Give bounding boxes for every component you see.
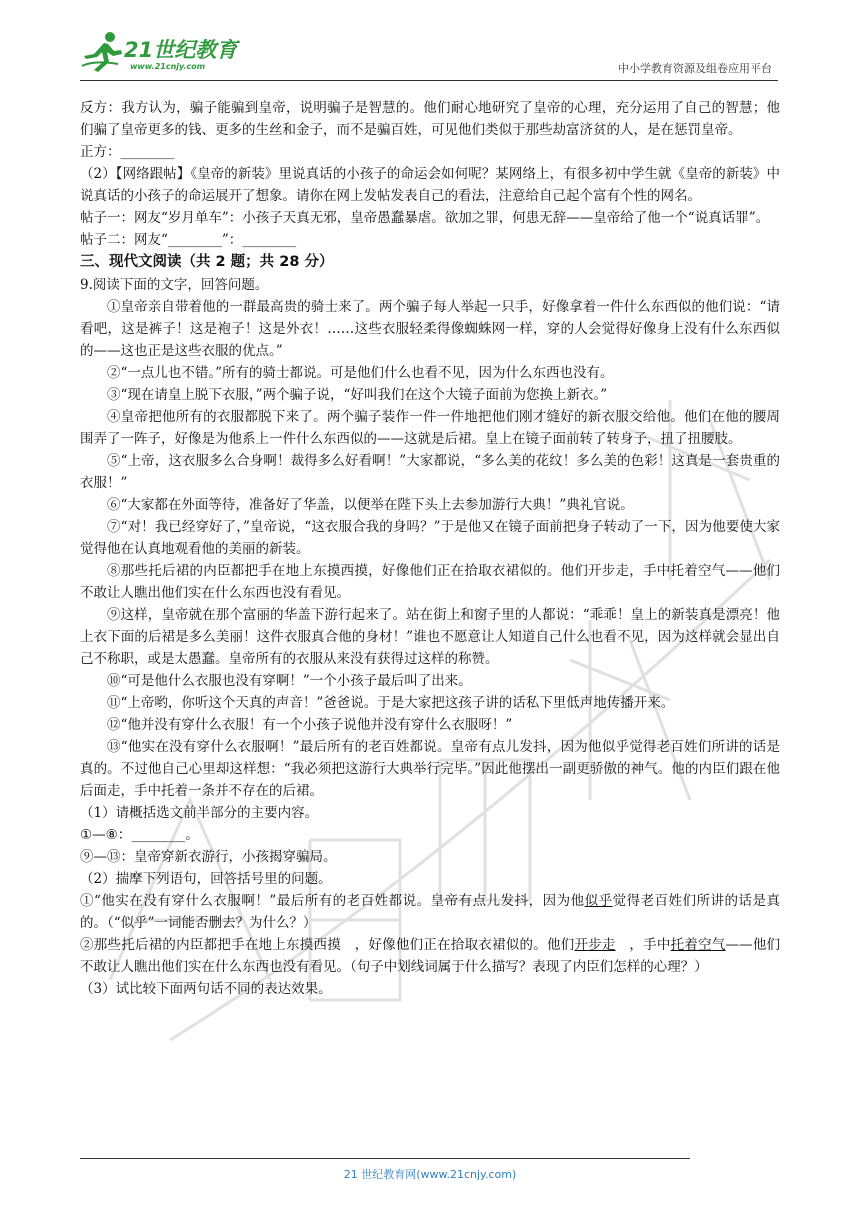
passage-paragraph: ⑪“上帝哟，你听这个天真的声音！”爸爸说。于是大家把这孩子讲的话私下里低声地传播开来。 — [107, 695, 675, 711]
footer-divider — [80, 1158, 690, 1159]
passage-paragraph: ②“一点儿也不错。”所有的骑士都说。可是他们什么也看不见，因为什么东西也没有。 — [107, 365, 614, 381]
page-header — [80, 30, 780, 80]
sub-question-1-part-b: ⑨—⑬：皇帝穿新衣游行，小孩揭穿骗局。 — [80, 849, 337, 865]
passage-paragraph: ①皇帝亲自带着他的一群最高贵的骑士来了。两个骗子每人举起一只手，好像拿着一件什么东西似的他们说：“请看吧，这是裤子！这是袍子！这是外衣！……这些衣服轻柔得像蜘蛛网一样，穿的人会觉得好像身上没有什么东西似的——这也正是这些衣服的优点。” — [80, 299, 780, 359]
con-side-argument: 反方：我方认为，骗子能骗到皇帝，说明骗子是智慧的。他们耐心地研究了皇帝的心理，充分运用了自己的智慧；他们骗了皇帝更多的钱、更多的生丝和金子，而不是骗百姓，可见他们类似于那些劫富济贫的人，是在惩罚皇帝。 — [80, 100, 780, 138]
sub-question-2: （2）揣摩下列语句，回答括号里的问题。 — [80, 871, 332, 887]
text-segment: ②那些托后裙的内臣都把手在地上东摸西摸 ，好像他们正在拾取衣裙似的。他们 — [80, 937, 575, 953]
underlined-word: 开步走 — [574, 937, 616, 953]
text-segment: ——他们不敢让人瞧出他们实在什么东西也没有看见。（句子中划线词属于什么描写？表现了内臣们怎样的心理？） — [80, 937, 781, 975]
underlined-word: 似乎 — [584, 893, 613, 909]
logo-text: 21世纪教育 — [124, 38, 238, 62]
document-body — [80, 97, 780, 1000]
passage-paragraph: ④皇帝把他所有的衣服都脱下来了。两个骗子装作一件一件地把他们刚才缝好的新衣服交给他。他们在他的腰周围弄了一阵子，好像是为他系上一件什么东西似的——这就是后裙。皇上在镜子面前转了转身子，扭了扭腰肢。 — [80, 409, 780, 447]
logo-url: www.21cnjy.com — [130, 62, 206, 71]
post-one: 帖子一：网友“岁月单车”：小孩子天真无邪，皇帝愚蠢暴虐。欲加之罪，何患无辞——皇帝给了他一个“说真话罪”。 — [80, 210, 770, 226]
sub-question-2-item-2 — [80, 934, 780, 978]
footer-link[interactable]: 21 世纪教育网(www.21cnjy.com) — [343, 1168, 517, 1181]
site-logo — [80, 30, 250, 76]
passage-paragraph: ⑬“他实在没有穿什么衣服啊！”最后所有的老百姓都说。皇帝有点儿发抖，因为他似乎觉得老百姓们所讲的话是真的。不过他自己心里却这样想：“我必须把这游行大典举行完毕。”因此他摆出一副更骄傲的神气。他的内臣们跟在他后面走，手中托着一条并不存在的后裙。 — [80, 739, 780, 799]
text-segment: ①“他实在没有穿什么衣服啊！”最后所有的老百姓都说。皇帝有点儿发抖，因为他 — [80, 893, 585, 909]
passage-paragraph: ⑤“上帝，这衣服多么合身啊！裁得多么好看啊！”大家都说，“多么美的花纹！多么美的色彩！这真是一套贵重的衣服！” — [80, 453, 780, 491]
pro-side-blank: 正方：________ — [80, 144, 175, 160]
question-2-prompt: （2）【网络跟帖】《皇帝的新装》里说真话的小孩子的命运会如何呢？某网络上，有很多初中学生就《皇帝的新装》中说真话的小孩子的命运展开了想象。请你在网上发帖发表自己的看法，注意给自己起个富有个性的网名。 — [80, 166, 780, 204]
text-segment: ，手中 — [615, 937, 671, 953]
running-man-icon — [80, 30, 126, 74]
sub-question-1-part-a: ①—⑧：________。 — [80, 827, 199, 843]
section-title: 三、现代文阅读（共 2 题；共 28 分） — [80, 254, 334, 270]
text-segment: 觉得老百姓们所讲的话是真的。（“似乎”一词能否删去？为什么？） — [80, 893, 781, 931]
passage-paragraph: ⑨这样，皇帝就在那个富丽的华盖下游行起来了。站在街上和窗子里的人都说：“乖乖！皇上的新装真是漂亮！他上衣下面的后裙是多么美丽！这件衣服真合他的身材！”谁也不愿意让人知道自己什么也看不见，因为这样就会显出自己不称职，或是太愚蠢。皇帝所有的衣服从来没有获得过这样的称赞。 — [80, 607, 780, 667]
underlined-word: 托着空气 — [670, 937, 726, 953]
post-two-blank: 帖子二：网友“________”：________ — [80, 232, 297, 248]
passage-paragraph: ③“现在请皇上脱下衣服，”两个骗子说，“好叫我们在这个大镜子面前为您换上新衣。” — [107, 387, 608, 403]
passage-paragraph: ⑩“可是他什么衣服也没有穿啊！”一个小孩子最后叫了出来。 — [107, 673, 472, 689]
passage-paragraph: ⑥“大家都在外面等待，准备好了华盖，以便举在陛下头上去参加游行大典！”典礼官说。 — [107, 497, 634, 513]
passage-paragraph: ⑧那些托后裙的内臣都把手在地上东摸西摸，好像他们正在拾取衣裙似的。他们开步走，手中托着空气——他们不敢让人瞧出他们实在什么东西也没有看见。 — [80, 563, 780, 601]
passage-paragraph: ⑦“对！我已经穿好了，”皇帝说，“这衣服合我的身吗？”于是他又在镜子面前把身子转动了一下，因为他要使大家觉得他在认真地观看他的美丽的新装。 — [80, 519, 780, 557]
sub-question-1: （1）请概括选文前半部分的主要内容。 — [80, 805, 319, 821]
question-9-prompt: 9.阅读下面的文字，回答问题。 — [80, 277, 269, 293]
platform-tagline: 中小学教育资源及组卷应用平台 — [618, 62, 772, 75]
header-divider — [80, 80, 778, 81]
sub-question-3: （3）试比较下面两句话不同的表达效果。 — [80, 981, 332, 997]
passage-paragraph: ⑫“他并没有穿什么衣服！有一个小孩子说他并没有穿什么衣服呀！” — [107, 717, 513, 733]
sub-question-2-item-1 — [80, 890, 780, 934]
